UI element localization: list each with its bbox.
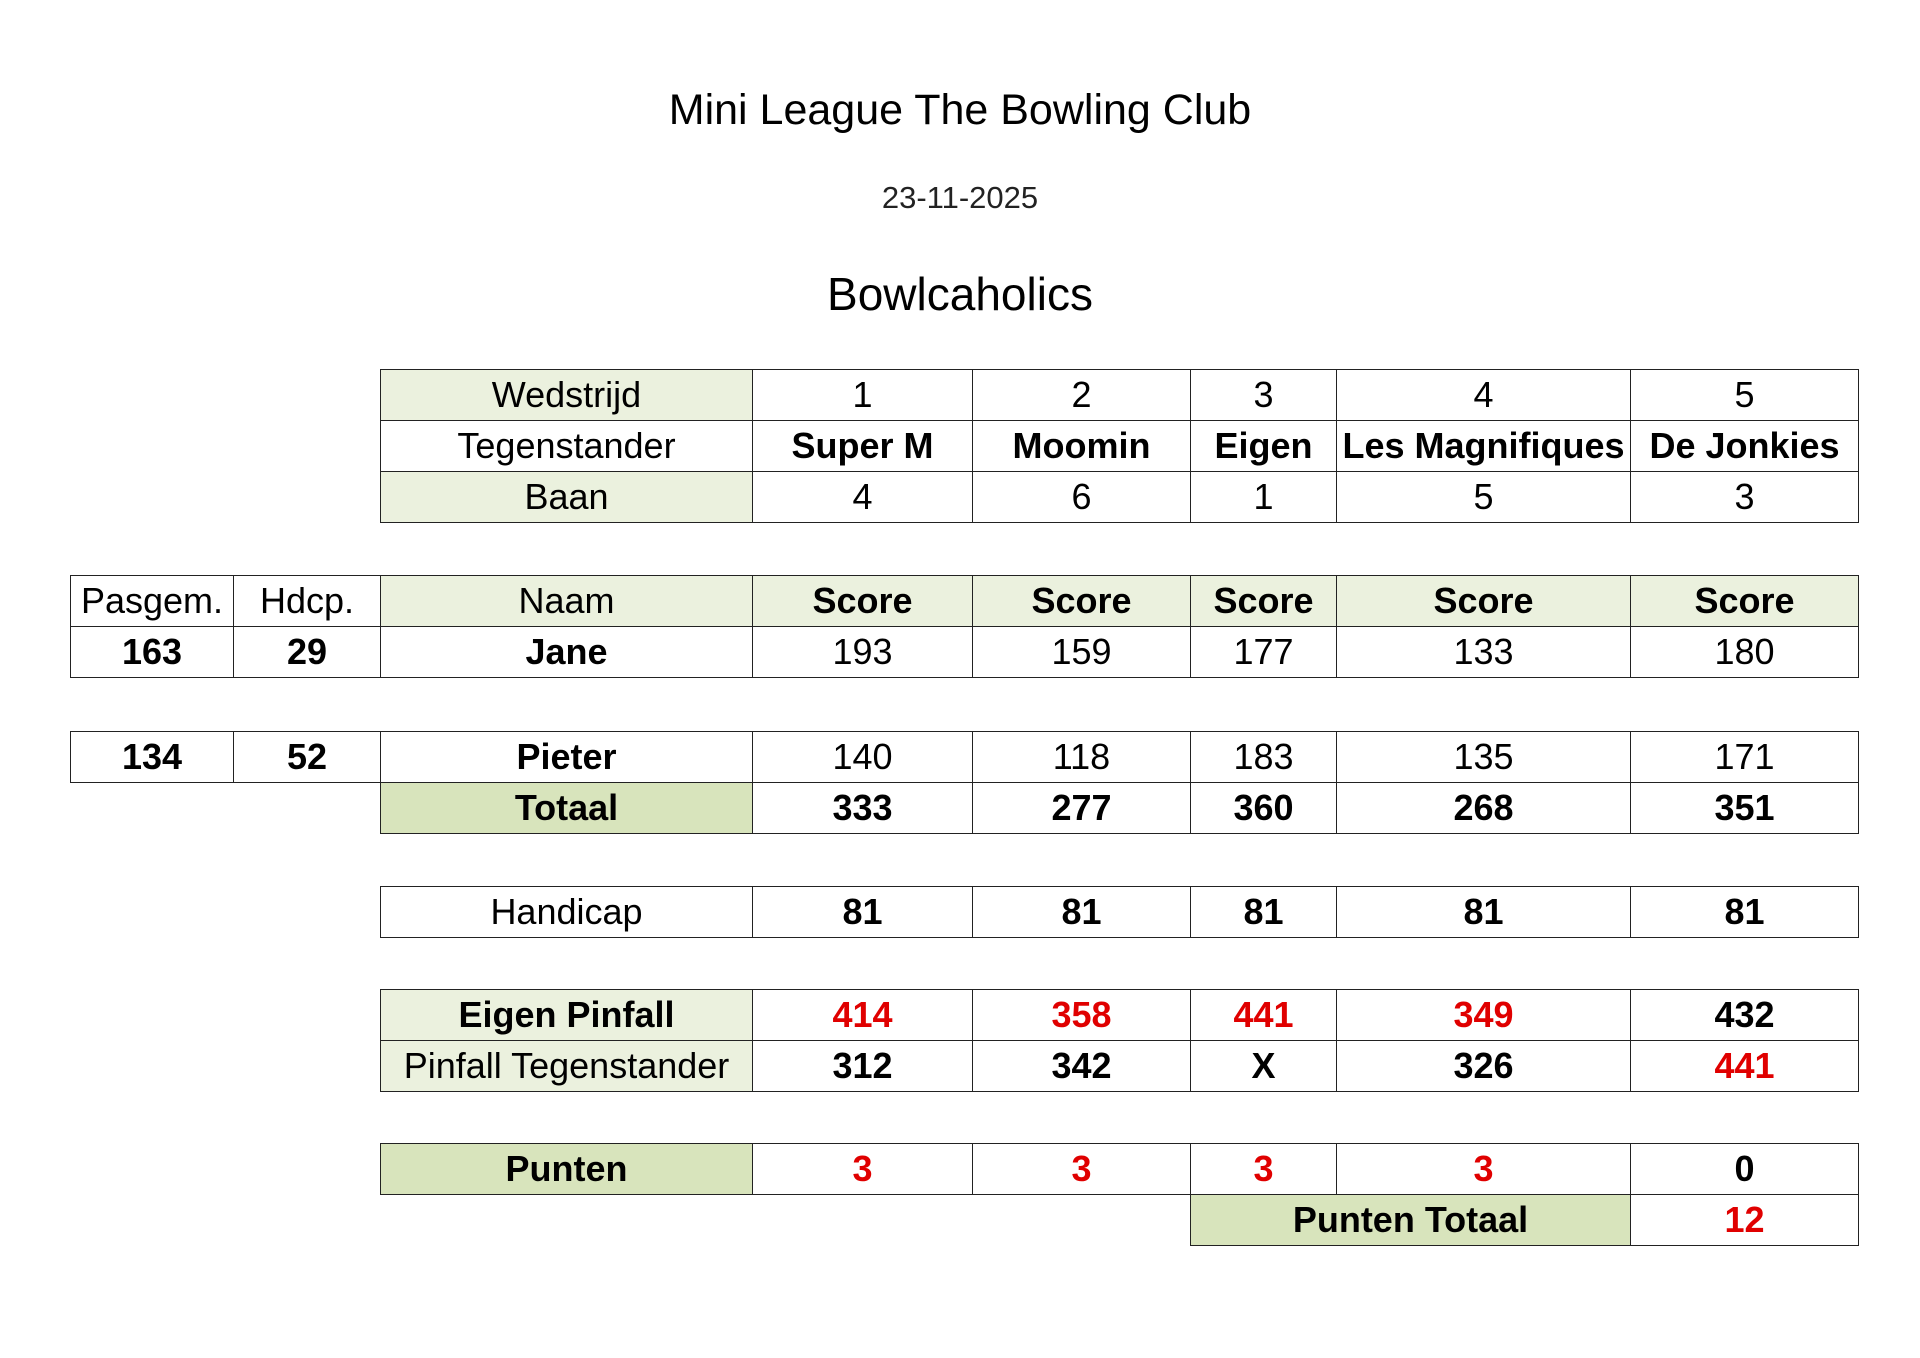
- wedstrijd-label: Wedstrijd: [381, 370, 753, 421]
- eigen-pinfall-value: 432: [1631, 990, 1859, 1041]
- lane-number: 3: [1631, 472, 1859, 523]
- opponent-name: De Jonkies: [1631, 421, 1859, 472]
- baan-label: Baan: [381, 472, 753, 523]
- player-table-1: [70, 575, 1859, 678]
- player-row: [71, 732, 1859, 783]
- score-header: Score: [1337, 576, 1631, 627]
- totaal-label: Totaal: [381, 783, 753, 834]
- player-score: 135: [1337, 732, 1631, 783]
- lane-number: 6: [973, 472, 1191, 523]
- punten-label: Punten: [381, 1144, 753, 1195]
- player-score: 140: [753, 732, 973, 783]
- player-score: 133: [1337, 627, 1631, 678]
- eigen-pinfall-value: 349: [1337, 990, 1631, 1041]
- score-header: Score: [1191, 576, 1337, 627]
- player-score: 118: [973, 732, 1191, 783]
- totaal-value: 277: [973, 783, 1191, 834]
- eigen-pinfall-value: 414: [753, 990, 973, 1041]
- punten-totaal-value: 12: [1631, 1195, 1859, 1246]
- wedstrijd-number: 4: [1337, 370, 1631, 421]
- wedstrijd-number: 3: [1191, 370, 1337, 421]
- wedstrijd-row: [381, 370, 1859, 421]
- pinfall-table: [380, 989, 1859, 1092]
- opponent-name: Moomin: [973, 421, 1191, 472]
- punten-table: [380, 1143, 1859, 1246]
- punten-value: 3: [1337, 1144, 1631, 1195]
- player-score: 177: [1191, 627, 1337, 678]
- player-score: 159: [973, 627, 1191, 678]
- wedstrijd-number: 5: [1631, 370, 1859, 421]
- totaal-value: 268: [1337, 783, 1631, 834]
- handicap-value: 81: [1337, 887, 1631, 938]
- player-score: 180: [1631, 627, 1859, 678]
- opponent-name: Super M: [753, 421, 973, 472]
- player-name: Pieter: [381, 732, 753, 783]
- naam-header: Naam: [381, 576, 753, 627]
- pinfall-tegenstander-label: Pinfall Tegenstander: [381, 1041, 753, 1092]
- totaal-value: 333: [753, 783, 973, 834]
- punten-row: [381, 1144, 1859, 1195]
- pinfall-tegenstander-value: 312: [753, 1041, 973, 1092]
- lane-number: 5: [1337, 472, 1631, 523]
- player-score: 171: [1631, 732, 1859, 783]
- hdcp-header: Hdcp.: [234, 576, 381, 627]
- eigen-pinfall-value: 441: [1191, 990, 1337, 1041]
- team-name: Bowlcaholics: [827, 268, 1093, 320]
- punten-value: 0: [1631, 1144, 1859, 1195]
- player-table-2: [70, 731, 1859, 834]
- handicap-value: 81: [1631, 887, 1859, 938]
- totaal-value: 360: [1191, 783, 1337, 834]
- score-header: Score: [1631, 576, 1859, 627]
- pinfall-tegenstander-value: X: [1191, 1041, 1337, 1092]
- totaal-value: 351: [1631, 783, 1859, 834]
- lane-number: 4: [753, 472, 973, 523]
- player-score: 193: [753, 627, 973, 678]
- eigen-pinfall-value: 358: [973, 990, 1191, 1041]
- players-header-row: [71, 576, 1859, 627]
- player-pasgem: 134: [71, 732, 234, 783]
- totaal-row: [71, 783, 1859, 834]
- tegenstander-row: [381, 421, 1859, 472]
- handicap-value: 81: [1191, 887, 1337, 938]
- pinfall-tegenstander-row: [381, 1041, 1859, 1092]
- player-name: Jane: [381, 627, 753, 678]
- handicap-value: 81: [753, 887, 973, 938]
- score-header: Score: [973, 576, 1191, 627]
- player-score: 183: [1191, 732, 1337, 783]
- wedstrijd-number: 1: [753, 370, 973, 421]
- pinfall-tegenstander-value: 342: [973, 1041, 1191, 1092]
- player-hdcp: 52: [234, 732, 381, 783]
- punten-value: 3: [973, 1144, 1191, 1195]
- wedstrijd-number: 2: [973, 370, 1191, 421]
- match-info-table: [380, 369, 1859, 523]
- score-header: Score: [753, 576, 973, 627]
- page-title: Mini League The Bowling Club: [668, 86, 1252, 134]
- handicap-label: Handicap: [381, 887, 753, 938]
- pinfall-tegenstander-value: 326: [1337, 1041, 1631, 1092]
- pinfall-tegenstander-value: 441: [1631, 1041, 1859, 1092]
- player-row: [71, 627, 1859, 678]
- handicap-row: [381, 887, 1859, 938]
- punten-value: 3: [1191, 1144, 1337, 1195]
- lane-number: 1: [1191, 472, 1337, 523]
- punten-totaal-row: [381, 1195, 1859, 1246]
- baan-row: [381, 472, 1859, 523]
- punten-totaal-label: Punten Totaal: [1191, 1195, 1631, 1246]
- opponent-name: Les Magnifiques: [1337, 421, 1631, 472]
- punten-value: 3: [753, 1144, 973, 1195]
- handicap-value: 81: [973, 887, 1191, 938]
- opponent-name: Eigen: [1191, 421, 1337, 472]
- match-date: 23-11-2025: [881, 180, 1039, 215]
- tegenstander-label: Tegenstander: [381, 421, 753, 472]
- eigen-pinfall-row: [381, 990, 1859, 1041]
- player-hdcp: 29: [234, 627, 381, 678]
- handicap-table: [380, 886, 1859, 938]
- player-pasgem: 163: [71, 627, 234, 678]
- eigen-pinfall-label: Eigen Pinfall: [381, 990, 753, 1041]
- pasgem-header: Pasgem.: [71, 576, 234, 627]
